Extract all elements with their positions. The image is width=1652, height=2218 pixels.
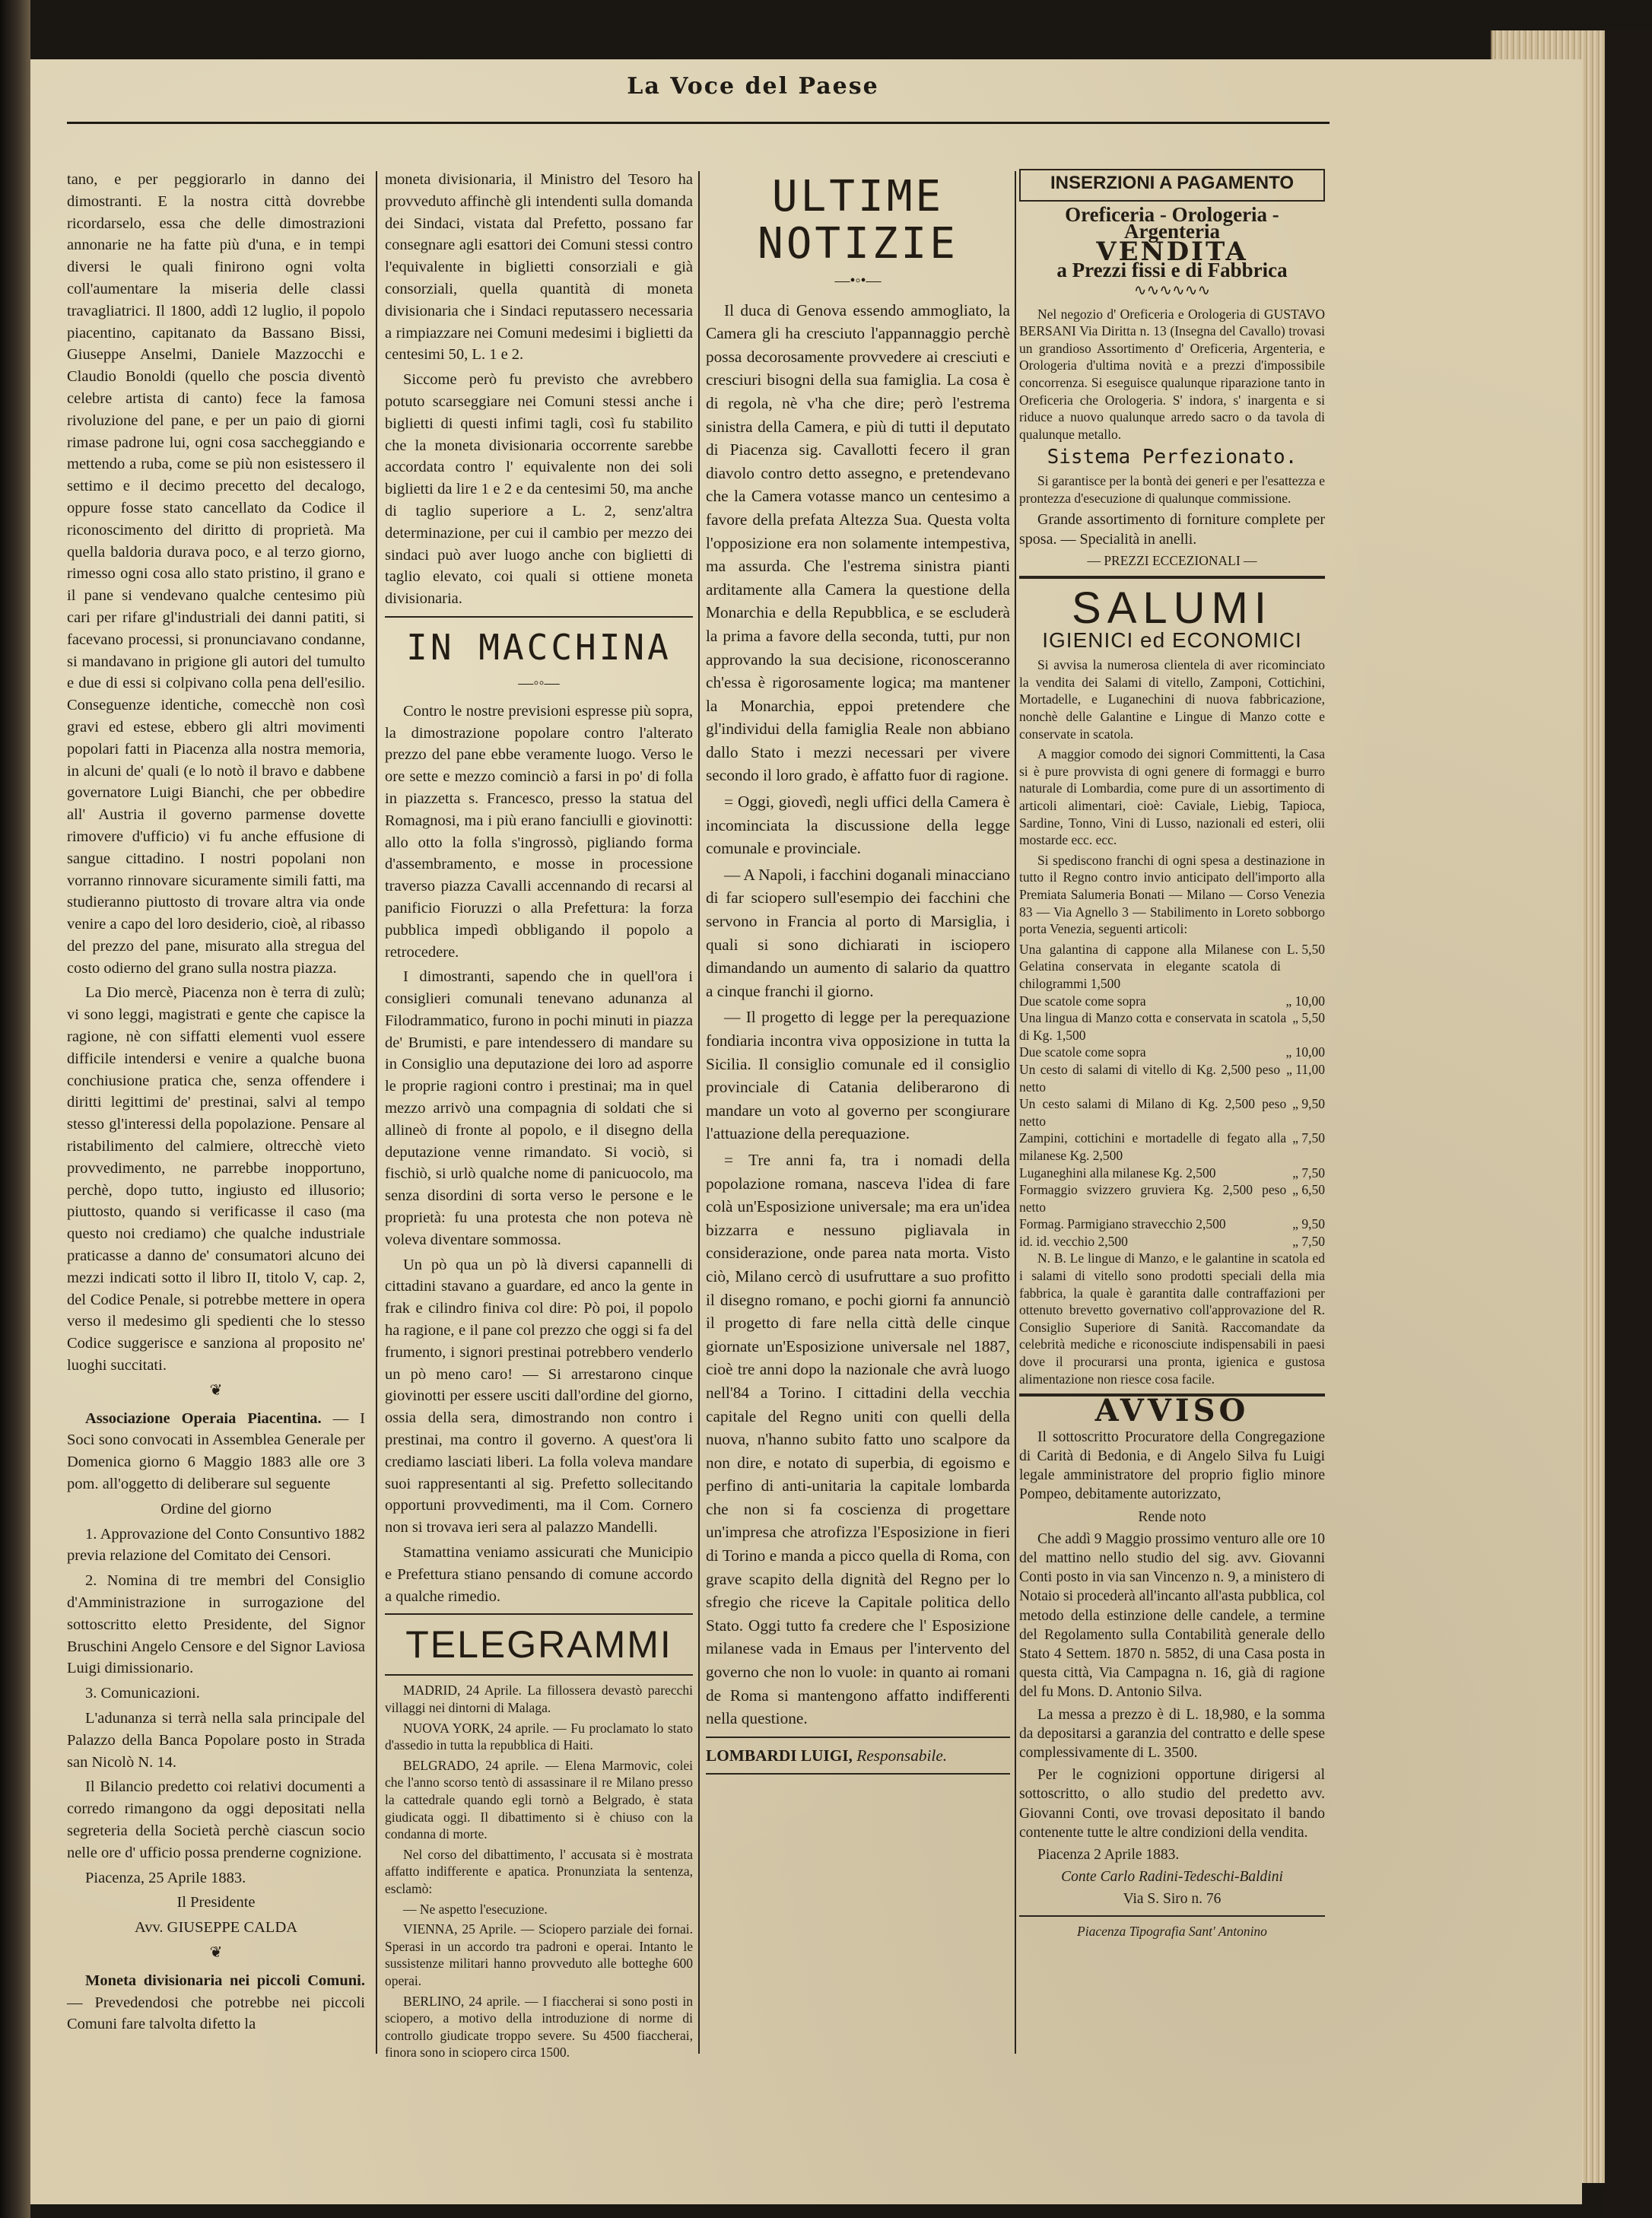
price-value: L. 5,50	[1286, 941, 1325, 957]
price-value: „ 9,50	[1292, 1096, 1325, 1112]
article-text: tano, e per peggiorarlo in danno dei dimostranti. E la nostra città dovrebbe ricordarselo, essa che delle dimostrazioni annonarie ne ha fatte più d'una, e in tempi diversi le quali finirono ogni volta coll'aumentare la miseria delle classi travagliatrici. Il 1800, addì 12 luglio, il popolo piacentino, capitanato da Bassano Bissi, Giuseppe Anselmi, Daniele Mazzocchi e Claudio Bonoldi (quello che poscia diventò celebre artista di canto) fece la famosa rivoluzione del pane, e per un paio di giorni rimase padrone lui, ogni cosa saccheggiando e mettendo a ruba, come se più non esistessero il settimo e il decimo precetto del decalogo, oppure fosse stato cancellato da Codice il riconoscimento del diritto di proprietà. Ma quella baldoria durava poco, e al terzo giorno, rimesso ogni cosa allo stato pristino, il grano e il pane si vendevano qualche centesimo più cari per rifare gl'industriali dei danni patiti, si facevano processi, si pronunciavano condanne, si mandavano in prigione gli autori del tumulto e due di essi si colpivano colla pena dell'esilio. Conseguenze identiche, comecchè non così gravi ed estese, ebbero gli altri movimenti popolari fatti in Piacenza alla nostra memoria, in alcuni de' quali (e lo notò il bravo e dabbene governatore Luigi Bianchi, che per obbedire all' Austria il governo parmense dovette rimovere d'ufficio) vi fu anche effusione di sangue cittadino. I nostri popolani non vorranno rinnovare sicuramente simili fatti, ma studieranno piuttosto di trovare altra via onde venire a capo del loro desiderio, cioè, al ribasso del prezzo del pane, misurato alla stregua del costo odierno del grano sulla nostra piazza.	[67, 171, 365, 977]
price-item: Zampini, cottichini e mortadelle di fegato alla milanese Kg. 2,500	[1019, 1130, 1287, 1163]
telegram: BELGRADO, 24 aprile. — Elena Marmovic, colei che l'anno scorso tentò di assassinare il re Milano presso la cattedrale quando egli tornò a Belgrado, è stata giudicata oggi. Il dibattimento si è chiuso con la condanna di morte.	[385, 1757, 693, 1842]
notice-text: Che addì 9 Maggio prossimo venturo alle ore 10 del mattino nello studio del sig. avv. Giovanni Conti posto in via san Vincenzo n. 9, a ministero di Notaio si procederà all'incanto all'asta pubblica, col metodo della estinzione delle candele, a termine del Regolamento sulla Contabilità generale dello Stato 4 Settem. 1870 n. 5852, di una Casa posta in questa città, Via Campagna n. 16, già di ragione del fu Mons. D. Antonio Silva.	[1019, 1530, 1326, 1701]
salumi-subheading: IGIENICI ed ECONOMICI	[1042, 628, 1302, 652]
ornament: ❦	[209, 1381, 223, 1399]
prezzi-heading: a Prezzi fissi e di Fabbrica	[1056, 259, 1288, 282]
price-value: „ 10,00	[1285, 993, 1325, 1009]
agenda-heading: Ordine del giorno	[160, 1500, 272, 1517]
section-title-in-macchina: IN MACCHINA	[406, 626, 672, 668]
telegram: MADRID, 24 Aprile. La fillossera devastò parecchi villaggi nei dintorni di Malaga.	[385, 1683, 693, 1715]
price-item: Due scatole come sopra	[1019, 993, 1146, 1009]
section-rule	[1019, 1915, 1325, 1917]
section-rule	[706, 1773, 1010, 1775]
notice-signature: Conte Carlo Radini-Tedeschi-Baldini	[1061, 1869, 1283, 1886]
ad-text: Si garantisce per la bontà dei generi e per l'esattezza e prontezza d'esecuzione di qualunque commissione.	[1019, 472, 1325, 506]
ad-text: Grande assortimento di forniture complete per sposa. — Specialità in anelli.	[1019, 511, 1325, 548]
price-row	[1019, 1181, 1325, 1215]
article-text: = Oggi, giovedì, negli uffici della Camera è incominciata la discussione della legge comunale e provinciale.	[706, 793, 1010, 858]
price-value: „ 10,00	[1285, 1044, 1325, 1060]
ornament: ❦	[209, 1943, 223, 1961]
section-rule	[1019, 576, 1325, 579]
price-item: Una galantina di cappone alla Milanese con Gelatina conservata in elegante scatola di chilogrammi 1,500	[1019, 941, 1281, 991]
sistema-heading: Sistema Perfezionato.	[1047, 446, 1298, 469]
notice-address: Via S. Siro n. 76	[1123, 1891, 1222, 1908]
price-item: Due scatole come sopra	[1019, 1044, 1146, 1060]
inserzioni-title: INSERZIONI A PAGAMENTO	[1050, 173, 1294, 193]
vendita-heading: VENDITA	[1096, 236, 1248, 267]
price-value: „ 7,50	[1292, 1233, 1325, 1249]
section-title-ultime-notizie: ULTIME NOTIZIE	[757, 172, 958, 269]
column-3	[706, 169, 1010, 1781]
article-text: — A Napoli, i facchini doganali minacciano di far sciopero sull'esempio dei facchini che servono in Francia al porto di Marsiglia, i quali si sono dichiarati in isciopero dimandando un aumento di salario da quattro a cinque franchi il giorno.	[706, 865, 1010, 1000]
ad-text: — PREZZI ECCEZIONALI —	[1087, 553, 1257, 569]
president-name: Avv. GIUSEPPE CALDA	[134, 1919, 298, 1937]
printer-imprint: Piacenza Tipografia Sant' Antonino	[1077, 1923, 1267, 1939]
section-rule	[385, 1674, 693, 1676]
section-rule	[385, 1613, 693, 1615]
telegram: NUOVA YORK, 24 aprile. — Fu proclamato lo stato d'assedio in tutta la repubblica di Haiti.	[385, 1720, 693, 1753]
telegram: VIENNA, 25 Aprile. — Sciopero parziale dei fornai. Sperasi in un accordo tra padroni e operai. Intanto le sussistenze militari hanno provveduto alle botteghe 600 operai.	[385, 1921, 693, 1988]
notice-text: Il sottoscritto Procuratore della Congregazione di Carità di Bedonia, e di Angelo Silva fu Luigi legale amministratore del proprio figlio minore Pompeo, debitamente autorizzato,	[1019, 1428, 1325, 1503]
price-row	[1019, 993, 1325, 1010]
masthead	[30, 73, 1476, 100]
article-text: Il duca di Genova essendo ammogliato, la Camera gli ha cresciuto l'appannaggio perchè possa decorosamente provvedere ai cresciuti e cresciuri bisogni della sua famiglia. La cosa è di regola, nè v'ha che dire; però l'estrema sinistra della Camera, e più di tutti il deputato di Piacenza sig. Cavallotti fecero il gran diavolo contro detto assegno, e pretendevano che la Camera votasse manco un centesimo a favore della prefata Altezza Sua. Questa volta l'opposizione era non solamente intempestiva, ma assurda. Che l'estrema sinistra pianti arditamente alla Camera la questione della Monarchia e della Repubblica, e se escluderà la prima a favore della seconda, tutti, pur non approvando la sua decisione, riconosceranno ch'essa è rigorosamente logica; ma mantener la Monarchia, eppoi pretendere che gl'individui della famiglia Reale non abbiano dallo Stato i mezzi necessari per vivere secondo il loro grado, è affatto fuor di ragione.	[706, 300, 1010, 785]
price-item: Luganeghini alla milanese Kg. 2,500	[1019, 1165, 1216, 1180]
scan-background-right	[1605, 30, 1652, 2218]
notice-text: Per le cognizioni opportune dirigersi al sottoscritto, o allo studio del predetto avv. Giovanni Conti, ove trovasi depositato il bando contenente tutte le altre condizioni della vendita.	[1019, 1767, 1325, 1841]
price-row	[1019, 1044, 1325, 1061]
column-divider	[376, 171, 377, 2054]
column-divider	[1015, 171, 1016, 2054]
column-4	[1019, 169, 1325, 1943]
column-2	[385, 169, 693, 2064]
agenda-item: 1. Approvazione del Conto Consuntivo 1882 previa relazione del Comitato dei Censori.	[67, 1525, 365, 1565]
masthead-rule	[67, 122, 1330, 124]
ornament: —◦◦—	[518, 674, 560, 691]
price-row	[1019, 1095, 1325, 1130]
editor-role: Responsabile.	[856, 1746, 948, 1765]
price-value: „ 9,50	[1292, 1216, 1325, 1232]
agenda-item: 2. Nomina di tre membri del Consiglio d'Amministrazione in surrogazione del sottoscritto eletto Presidente, del Signor Bruschini Angelo Censore e del Signor Laviosa Luigi dimissionario.	[67, 1572, 365, 1677]
price-value: „ 7,50	[1292, 1130, 1325, 1146]
price-row	[1019, 1061, 1325, 1095]
assoc-title: Associazione Operaia Piacentina.	[85, 1409, 322, 1427]
price-row	[1019, 1215, 1325, 1233]
ad-text: Si spediscono franchi di ogni spesa a destinazione in tutto il Regno contro invio anticipato dell'importo alla Premiata Salumeria Bonati — Milano — Corso Venezia 83 — Via Agnello 3 — Stabilimento in Loreto sobborgo porta Venezia, seguenti articoli:	[1019, 852, 1325, 937]
telegram: Nel corso del dibattimento, l' accusata si è mostrata affatto indifferente e apatica. Pronunziata la sentenza, esclamò:	[385, 1846, 693, 1896]
price-item: id. id. vecchio 2,500	[1019, 1233, 1128, 1249]
article-text: Contro le nostre previsioni espresse più sopra, la dimostrazione popolare contro l'alterato prezzo del pane ebbe veramente luogo. Verso le ore sette e mezzo cominciò a farsi in po' di folla in piazzetta s. Francesco, presso la statua del Romagnosi, ma i più erano fanciulli e giovinotti: allo otto la folla s'ingrossò, pigliando forma d'assembramento, e mosse in processione traverso piazza Cavalli accennando di recarsi al panificio Fioruzzi o alla Prefettura: la forza pubblica impedì obbligando il popolo a retrocedere.	[385, 702, 693, 961]
price-value: „ 11,00	[1286, 1061, 1325, 1077]
agenda-item: 3. Comunicazioni.	[85, 1685, 200, 1702]
ad-text: Si avvisa la numerosa clientela di aver ricominciato la vendita dei Salami di vitello, Zamponi, Cottichini, Mortadelle, e Luganechini di nuova fabbricazione, nonchè delle Galantine e Lingue di Manzo cotte e conservate in scatola.	[1019, 657, 1325, 742]
notice-text: La messa a prezzo è di L. 18,980, e la somma da depositarsi a garanzia del contratto e delle spese complessivamente di L. 3500.	[1019, 1706, 1325, 1762]
section-rule	[706, 1737, 1010, 1738]
telegram: BERLINO, 24 aprile. — I fiaccherai si sono posti in sciopero, a motivo della introduzione di norme di controllo giudicate troppo severe. Su 4500 fiaccherai, finora sono in sciopero circa 1500.	[385, 1993, 693, 2061]
notice-date: Piacenza, 25 Aprile 1883.	[85, 1869, 246, 1886]
ornament: —•◦•—	[834, 272, 882, 289]
column-divider	[698, 171, 700, 2054]
price-row	[1019, 1009, 1325, 1044]
oreficeria-title: Oreficeria - Orologeria - Argenteria	[1065, 202, 1279, 243]
section-title-telegrammi: TELEGRAMMI	[405, 1623, 672, 1667]
price-item: Un cesto salami di Milano di Kg. 2,500 peso netto	[1019, 1096, 1287, 1129]
article-text: La Dio mercè, Piacenza non è terra di zulù; vi sono leggi, magistrati e gente che capisce la ragione, nè con siffatti elementi vuol essere difficile intendersi e venire a qualche buona conchiusione pratica che, senza offendere i diritti legittimi de' prestinai, salvi al tempo stesso gl'interessi della popolazione. Pensare al ristabilimento del calmiere, oltrecchè vieto provvedimento, ne parrebbe inopportuno, perchè, dopo tutto, ingiusto ed illusorio; piuttosto, quando si verificasse il caso (ma questo noi crediamo) che qualche industriale praticasse a danno de' consumatori alcuno dei mezzi indicati sotto il libro II, titolo V, cap. 2, del Codice Penale, si potrebbe mettere in opera verso il medesimo gli spedienti che lo stesso Codice suggerisce e sanziona al proposito ne' luoghi succitati.	[67, 984, 365, 1374]
article-text: = Tre anni fa, tra i nomadi della popolazione romana, nasceva l'idea di fare colà un'Esposizione universale; ma era un'idea bizzarra e nessuno pigliavala in considerazione, onde parea nata morta. Visto ciò, Milano cercò di usufruttare a suo profitto il disegno romano, e pochi giorni fa annunciò il progetto di fare nella città delle cinque giornate un'Esposizione universale nel 1887, cioè tre anni dopo la nazionale che avrà luogo nell'84 a Torino. I cittadini della vecchia capitale del Regno uniti con quelli della nuova, n'hanno subito fatto uno scalpore da non dire, e notato di superbia, di egoismo e perfino di anti-unitaria la capitale lombarda che non si fa coscienza di progettare un'impresa che atrofizza l'Esposizione in fieri di Torino e manda a picco quella di Roma, con grave scapito della dignità del Regno per lo sfregio che riceve la Capitale politica dello Stato. Oggi tutto fa credere che l' Esposizione milanese vada in Emaus per l'intervento del governo che non lo vuole: in quanto ai romani de Roma si mantengono affatto indifferenti nella questione.	[706, 1150, 1010, 1728]
salumi-heading: SALUMI	[1072, 583, 1272, 633]
price-value: „ 7,50	[1292, 1165, 1325, 1180]
rende-noto: Rende noto	[1138, 1508, 1206, 1525]
assoc-body: — I Soci sono convocati in Assemblea Generale per Domenica giorno 6 Maggio 1883 alle ore 3 pom. all'oggetto di deliberare sul seguente	[67, 1409, 366, 1493]
masthead-title: La Voce del Paese	[627, 73, 879, 100]
price-item: Formaggio svizzero gruviera Kg. 2,500 peso netto	[1019, 1182, 1287, 1215]
ad-text: N. B. Le lingue di Manzo, e le galantine in scatola ed i salami di vitello sono prodotti speciali della mia fabbrica, la quale è garantita dalle contraffazioni per ottenuto brevetto governativo coll'approvazione del R. Consiglio Superiore di Sanità. Raccomandate da celebrità mediche e riconosciute indispensabili in paesi dove il procurarsi una pronta, igienica e gustosa alimentazione non riesce cosa facile.	[1019, 1250, 1325, 1387]
price-row	[1019, 1165, 1325, 1182]
notice-date: Piacenza 2 Aprile 1883.	[1037, 1847, 1180, 1864]
ad-text: Nel negozio d' Oreficeria e Orologeria di GUSTAVO BERSANI Via Diritta n. 13 (Insegna del Cavallo) trovasi un grandioso Assortimento d' Oreficeria, Argenteria, e Orologeria d'ultima novità e a prezzi d'impossibile concorrenza. Si eseguisce qualunque riparazione tanto in Oreficeria che Orologeria. S' indora, s' inargenta e si riduce a nuovo qualunque arredo sacro o da tavola di qualunque metallo.	[1019, 306, 1325, 442]
article-text: Siccome però fu previsto che avrebbero potuto scarseggiare nei Comuni stessi anche i biglietti di questi infimi tagli, così fu stabilito che la moneta divisionaria occorrente sarebbe accordata contro l' equivalente non dei soli biglietti da lire 1 e 2 e da centesimi 50, ma anche di taglio superiore a L. 2, senz'altra determinazione, per cui il cambio per mezzo dei sindaci può aver luogo anche con biglietti di taglio elevato, coi quali si ottiene moneta divisionaria.	[385, 371, 693, 608]
inserzioni-box	[1019, 169, 1325, 202]
avviso-heading: AVVISO	[1094, 1393, 1250, 1429]
article-text: moneta divisionaria, il Ministro del Tesoro ha provveduto affinchè gli intendenti sulla domanda dei Sindaci, vistata dal Prefetto, possano far consegnare agli esattori dei Comuni stessi contro l'equivalente in biglietti consorziali e già consorziali, quella quantità di moneta divisionaria che i Sindaci reputassero necessaria a rimpiazzare nei Comuni medesimi i biglietti da centesimi 50, L. 1 e 2.	[385, 171, 693, 364]
moneta-title: Moneta divisionaria nei piccoli Comuni.	[85, 1972, 365, 1989]
article-text: Un pò qua un pò là diversi capannelli di cittadini stavano a guardare, ed anco la gente in frak e cilindro finiva col dire: Pò poi, il popolo ha ragione, e il pane col prezzo che oggi si fa del frumento, i signori prestinai potrebbero venderlo un pò meno caro! — Si arrestarono cinque giovinotti per essere usciti dall'ordine del giorno, ossia della sera, dimostrando non contro i prestinai, ma contro il governo. A quest'ora li crediamo lasciati liberi. La folla voleva mandare suoi rappresentanti al sig. Prefetto sollecitando opportuni provvedimenti, ma il Com. Cornero non si trovava ieri sera al palazzo Mandelli.	[385, 1256, 693, 1536]
article-text: Stamattina veniamo assicurati che Municipio e Prefettura stiano pensando di comune accordo a qualche rimedio.	[385, 1544, 693, 1605]
article-text: L'adunanza si terrà nella sala principale del Palazzo della Banca Popolare posto in Strada san Nicolò N. 14.	[67, 1709, 365, 1771]
moneta-body: — Prevedendosi che potrebbe nei piccoli Comuni fare talvolta difetto la	[67, 1994, 365, 2033]
scan-background-left	[0, 0, 30, 2218]
price-item: Una lingua di Manzo cotta e conservata in scatola di Kg. 1,500	[1019, 1010, 1287, 1043]
price-item: Un cesto di salami di vitello di Kg. 2,500 peso netto	[1019, 1061, 1281, 1095]
moneta-notice	[67, 1970, 365, 2035]
price-value: „ 5,50	[1292, 1010, 1325, 1026]
assoc-notice	[67, 1408, 365, 1495]
president-label: Il Presidente	[176, 1894, 256, 1911]
price-item: Formag. Parmigiano stravecchio 2,500	[1019, 1216, 1226, 1232]
price-list	[1019, 941, 1325, 1250]
column-1	[67, 169, 365, 2038]
ornament: ∿∿∿∿∿∿	[1133, 281, 1211, 299]
telegram: — Ne aspetto l'esecuzione.	[403, 1901, 548, 1917]
section-rule	[385, 616, 693, 618]
responsible-editor	[706, 1744, 1010, 1768]
editor-name: LOMBARDI LUIGI,	[706, 1746, 853, 1765]
price-row	[1019, 1130, 1325, 1164]
price-row	[1019, 1233, 1325, 1250]
ad-text: A maggior comodo dei signori Committenti, la Casa si è pure provvista di ogni genere di formaggi e burro naturale di Lombardia, come pure di un assortimento di articoli alimentari, cioè: Caviale, Liebig, Tapioca, Sardine, Tonno, Vini di Lusso, nazionali ed esteri, olii mostarde ecc. ecc.	[1019, 746, 1325, 848]
article-text: Il Bilancio predetto coi relativi documenti a corredo rimangono da oggi depositati nella segreteria della Società perchè ciascun socio nelle ore d' ufficio possa prenderne cognizione.	[67, 1778, 365, 1861]
article-text: — Il progetto di legge per la perequazione fondiaria incontra viva opposizione in tutta la Sicilia. Il consiglio comunale ed il consiglio provinciale di Catania deliberarono di mandare un voto al governo per scongiurare l'attuazione della perequazione.	[706, 1008, 1010, 1143]
article-text: I dimostranti, sapendo che in quell'ora i consiglieri comunali tenevano adunanza al Filodrammatico, furono in pochi minuti in piazza de' Brumisti, e pare intendessero di mandare su in Consiglio una deputazione dei loro ad asporre le proprie ragioni contro i prestinai; ma in quel mezzo arrivò una compagnia di soldati che si allineò di fronte al popolo, e il disegno della deputazione venne rimandato. Si vociò, si fischiò, si urlò qualche nome di panicuocolo, ma senza disordini di sorta verso le persone e le proprietà: fu una protesta che non poteva nè voleva diventare sommossa.	[385, 968, 693, 1248]
price-value: „ 6,50	[1292, 1182, 1325, 1198]
price-row	[1019, 941, 1325, 993]
